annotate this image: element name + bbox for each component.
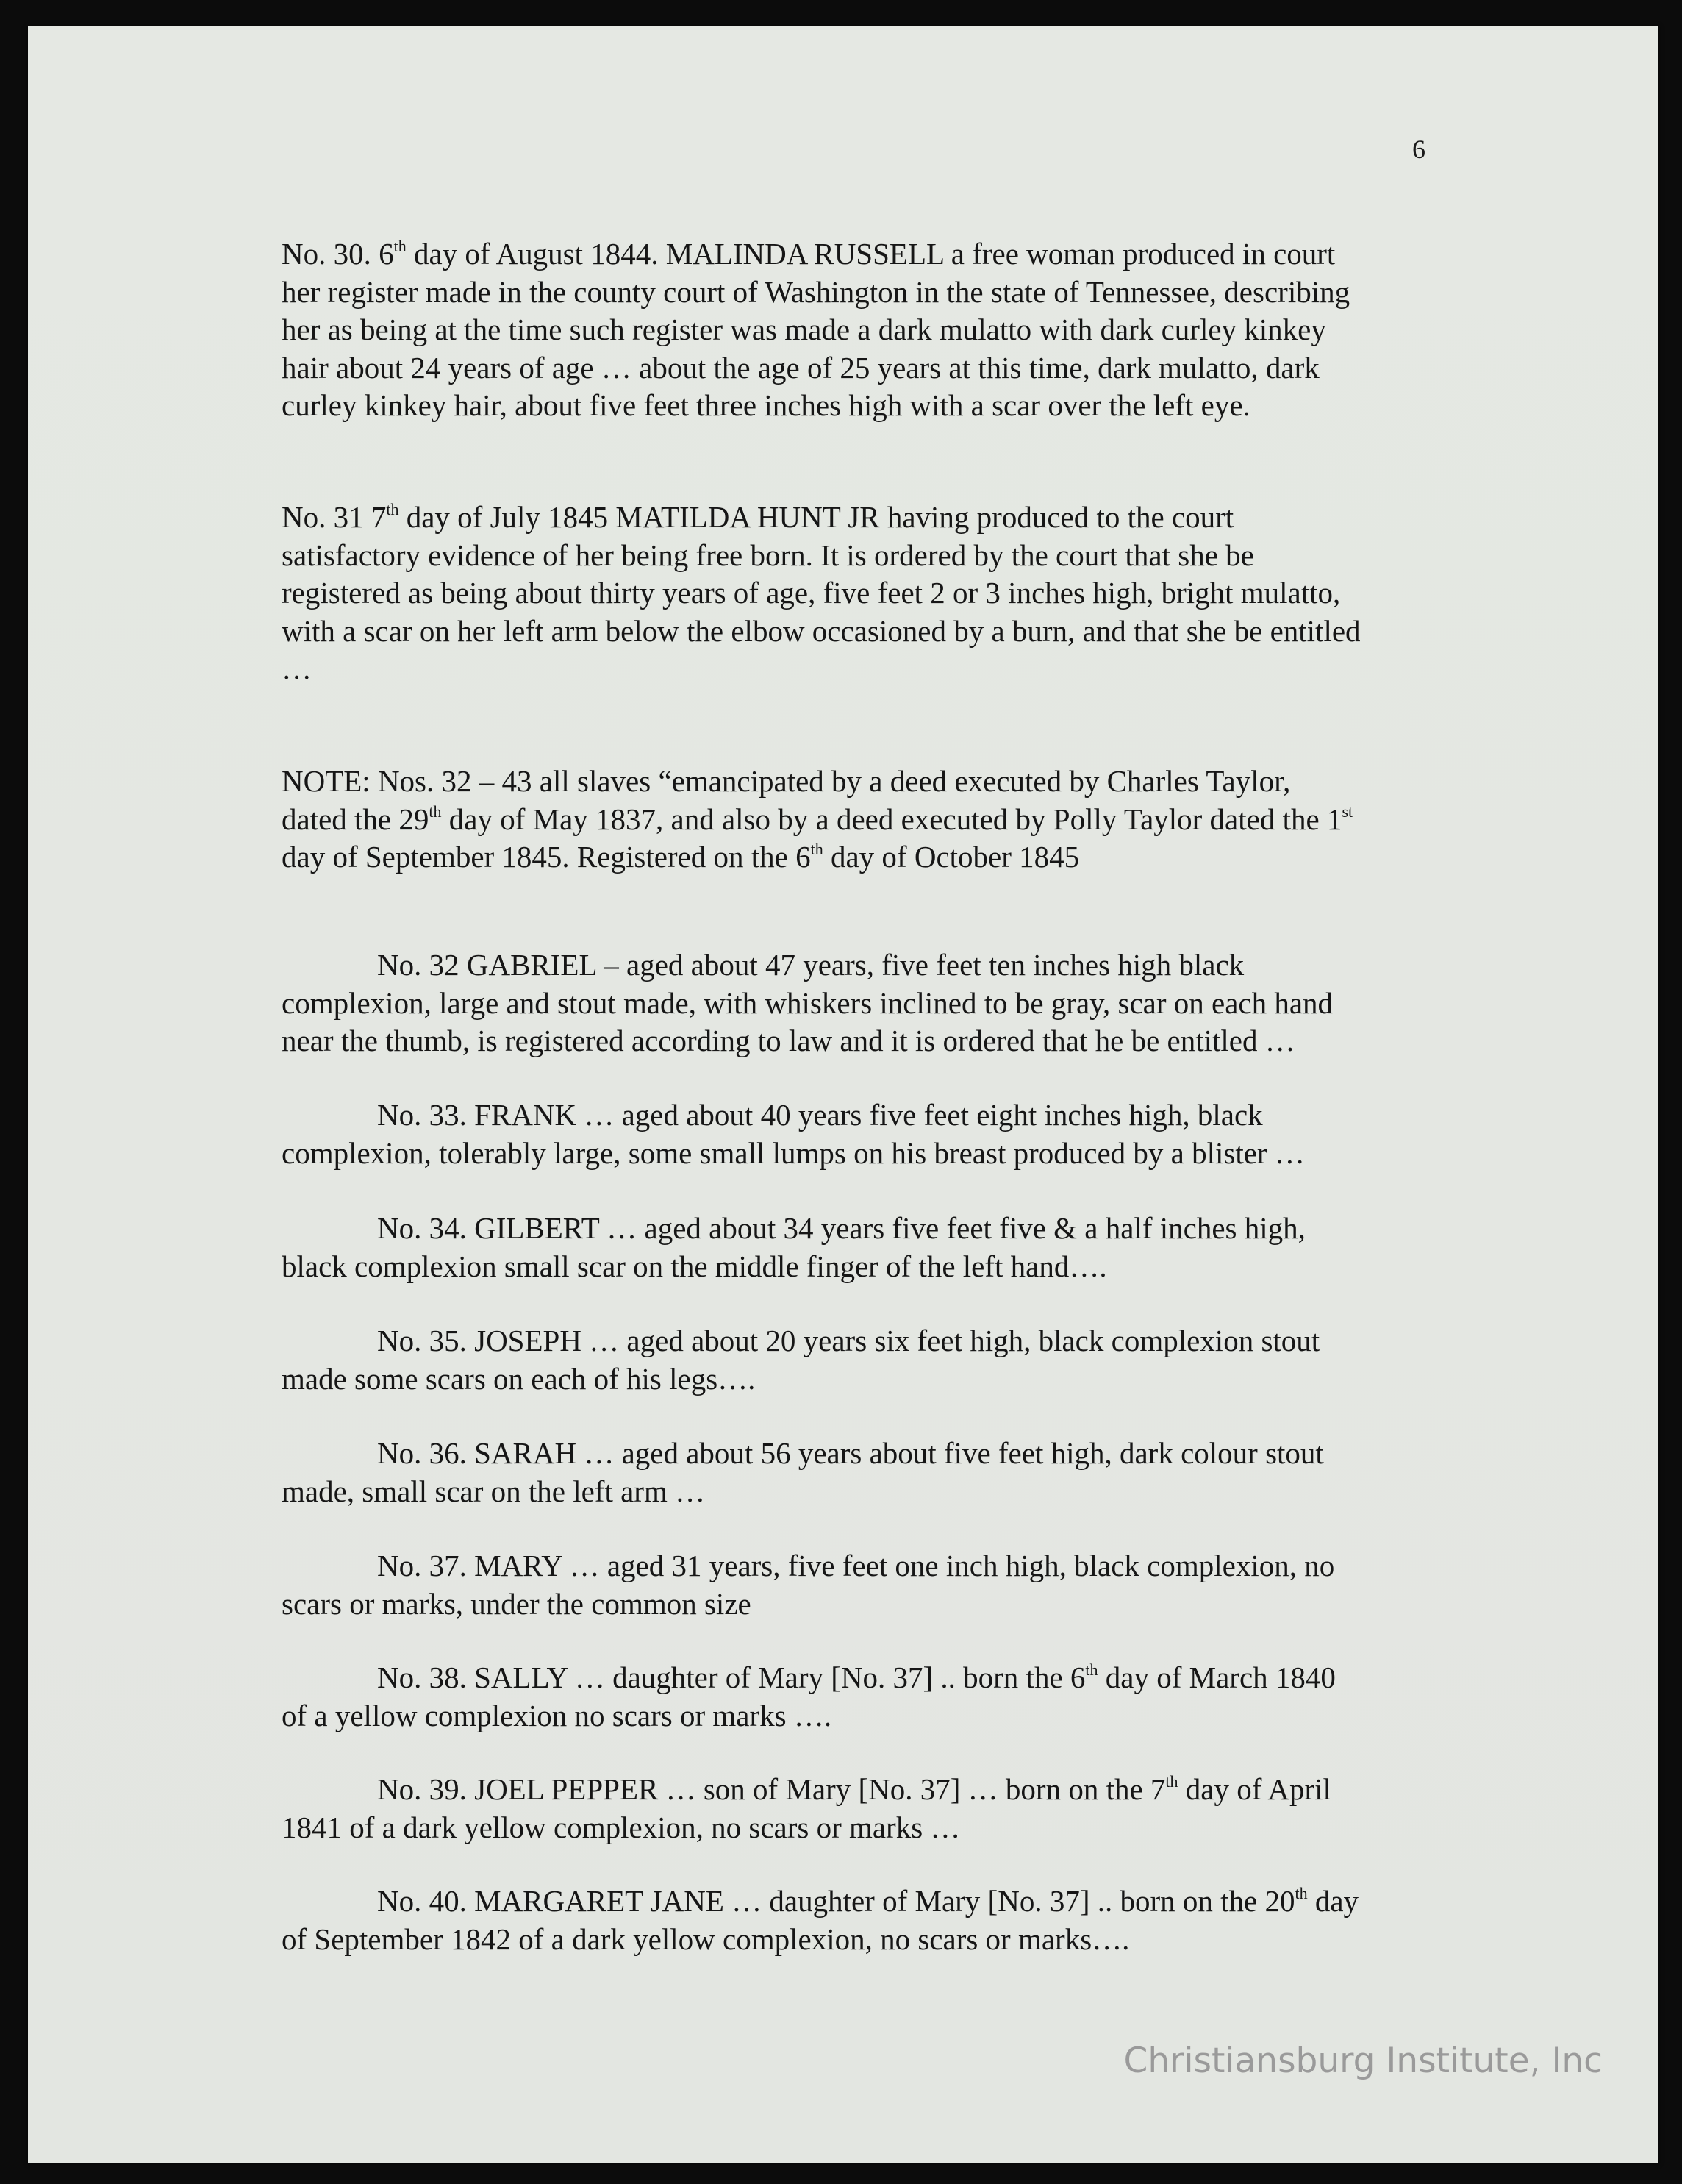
register-entry-36: [282, 1435, 1324, 1510]
text-line: No. 39. JOEL PEPPER … son of Mary [No. 37] … born on the 7th day of April: [377, 1772, 1331, 1806]
register-entry-40: [282, 1883, 1359, 1958]
register-entry-37: [282, 1547, 1334, 1623]
ordinal-suffix: th: [429, 802, 442, 821]
text-line: No. 33. FRANK … aged about 40 years five feet eight inches high, black: [377, 1098, 1263, 1132]
text-line: 1841 of a dark yellow complexion, no scars or marks …: [282, 1810, 961, 1844]
register-entry-33: [282, 1096, 1305, 1172]
text-line: No. 32 GABRIEL – aged about 47 years, five feet ten inches high black: [377, 948, 1245, 982]
text-line: scars or marks, under the common size: [282, 1586, 751, 1621]
register-entry-38: [282, 1659, 1336, 1735]
ordinal-suffix: st: [1342, 802, 1353, 821]
register-entry-35: [282, 1322, 1320, 1398]
text-line: No. 38. SALLY … daughter of Mary [No. 37] .. born the 6th day of March 1840: [377, 1660, 1336, 1694]
text-line: her register made in the county court of Washington in the state of Tennessee, describing: [282, 274, 1350, 309]
ordinal-suffix: th: [1085, 1660, 1098, 1679]
text-line: No. 35. JOSEPH … aged about 20 years six feet high, black complexion stout: [377, 1324, 1320, 1357]
text-line: No. 34. GILBERT … aged about 34 years five feet five & a half inches high,: [377, 1211, 1306, 1245]
text-line: with a scar on her left arm below the elbow occasioned by a burn, and that she be entitled: [282, 613, 1361, 648]
text-line: day of September 1845. Registered on the 6th day of October 1845: [282, 840, 1080, 874]
text-line: No. 31 7th day of July 1845 MATILDA HUNT JR having produced to the court: [282, 500, 1234, 534]
text-line: curley kinkey hair, about five feet three inches high with a scar over the left eye.: [282, 388, 1250, 422]
text-line: of September 1842 of a dark yellow complexion, no scars or marks….: [282, 1921, 1130, 1956]
text-line: satisfactory evidence of her being free born. It is ordered by the court that she be: [282, 538, 1254, 572]
text-line: of a yellow complexion no scars or marks ….: [282, 1698, 832, 1732]
ordinal-suffix: th: [1295, 1884, 1308, 1902]
text-line: hair about 24 years of age … about the age of 25 years at this time, dark mulatto, dark: [282, 350, 1320, 385]
text-line: No. 36. SARAH … aged about 56 years about five feet high, dark colour stout: [377, 1436, 1324, 1470]
text-line: black complexion small scar on the middle finger of the left hand….: [282, 1249, 1107, 1283]
page-number: 6: [1412, 135, 1425, 164]
ordinal-suffix: th: [386, 500, 399, 518]
ordinal-suffix: th: [810, 840, 823, 858]
text-line: made, small scar on the left arm …: [282, 1474, 706, 1508]
text-line: her as being at the time such register was made a dark mulatto with dark curley kinkey: [282, 313, 1326, 346]
text-line: No. 37. MARY … aged 31 years, five feet one inch high, black complexion, no: [377, 1549, 1335, 1582]
watermark: Christiansburg Institute, Inc: [1123, 2041, 1603, 2081]
text-line: made some scars on each of his legs….: [282, 1361, 756, 1396]
text-line: near the thumb, is registered according to law and it is ordered that he be entitled …: [282, 1024, 1295, 1057]
text-line: registered as being about thirty years of age, five feet 2 or 3 inches high, bright mulatto,: [282, 576, 1341, 610]
text-line: dated the 29th day of May 1837, and also by a deed executed by Polly Taylor dated the 1st: [282, 802, 1353, 836]
text-line: complexion, tolerably large, some small lumps on his breast produced by a blister …: [282, 1135, 1305, 1170]
text-line: No. 30. 6th day of August 1844. MALINDA RUSSELL a free woman produced in court: [282, 237, 1336, 271]
text-line: No. 40. MARGARET JANE … daughter of Mary [No. 37] .. born on the 20th day: [377, 1884, 1359, 1918]
ordinal-suffix: th: [393, 237, 407, 255]
register-entry-31: [282, 499, 1361, 688]
ordinal-suffix: th: [1165, 1772, 1178, 1791]
register-entry-39: [282, 1771, 1331, 1846]
register-entry-30: [282, 235, 1350, 425]
text-line: complexion, large and stout made, with whiskers inclined to be gray, scar on each hand: [282, 985, 1334, 1020]
register-entry-34: [282, 1210, 1306, 1285]
text-line: …: [282, 652, 312, 685]
note-paragraph: [282, 763, 1353, 877]
text-line: NOTE: Nos. 32 – 43 all slaves “emancipated by a deed executed by Charles Taylor,: [282, 764, 1291, 798]
register-entry-32: [282, 946, 1333, 1060]
